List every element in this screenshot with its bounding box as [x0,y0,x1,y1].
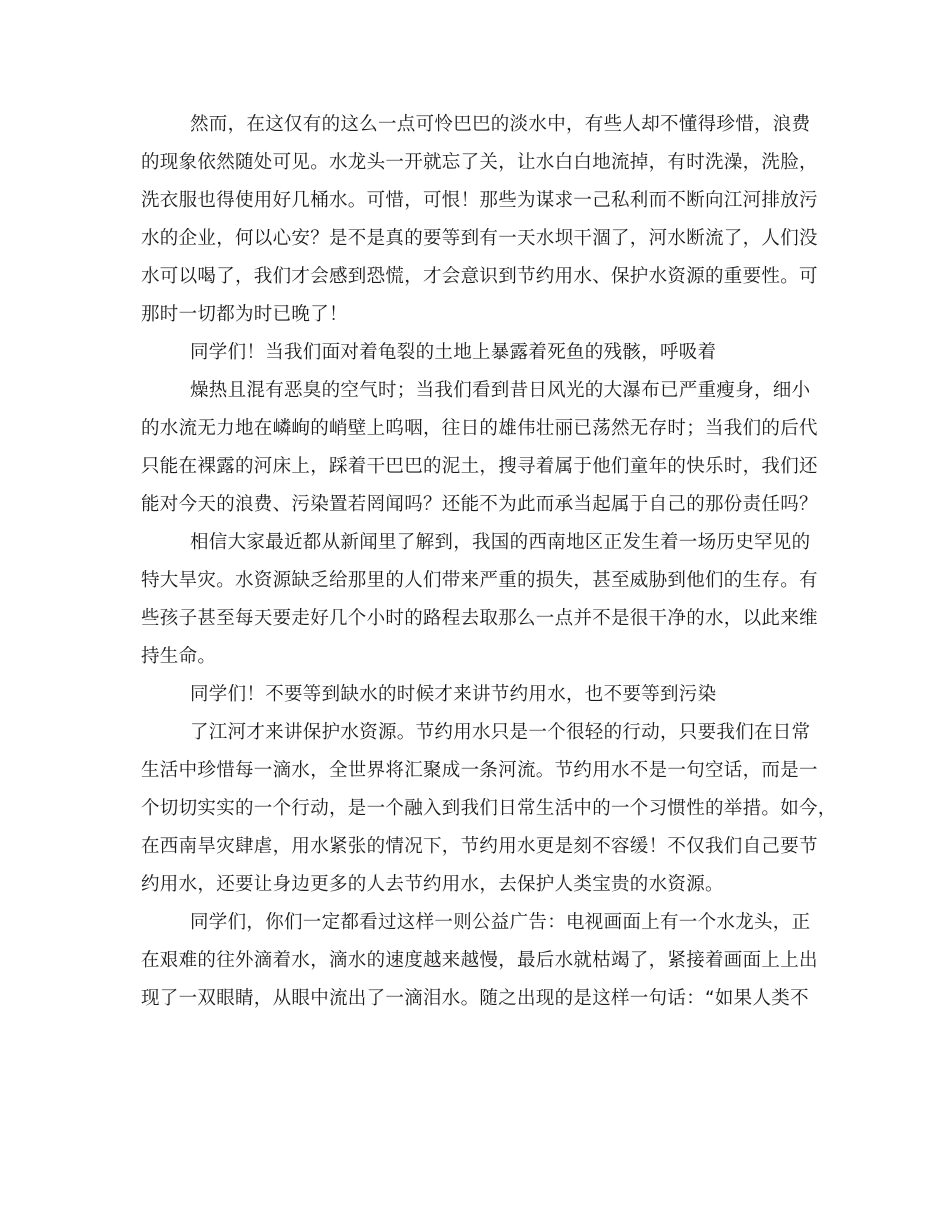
text-line: 了江河才来讲保护水资源。节约用水只是一个很轻的行动，只要我们在日常 [190,722,811,743]
text-line: 在西南旱灾肆虐，用水紧张的情况下，节约用水更是刻不容缓！不仅我们自己要节 [141,836,818,857]
text-line: 现了一双眼睛，从眼中流出了一滴泪水。随之出现的是这样一句话：“如果人类不 [141,988,809,1009]
text-line: 然而，在这仅有的这么一点可怜巴巴的淡水中，有些人却不懂得珍惜，浪费 [190,114,811,135]
text-line: 能对今天的浪费、污染置若罔闻吗？还能不为此而承当起属于自己的那份责任吗？ [141,494,818,515]
text-line: 相信大家最近都从新闻里了解到，我国的西南地区正发生着一场历史罕见的 [190,532,811,553]
text-line: 在艰难的往外滴着水，滴水的速度越来越慢，最后水就枯竭了，紧接着画面上上出 [141,950,818,971]
text-line: 生活中珍惜每一滴水，全世界将汇聚成一条河流。节约用水不是一句空话，而是一 [141,760,818,781]
text-line: 些孩子甚至每天要走好几个小时的路程去取那么一点并不是很干净的水，以此来维 [141,608,818,629]
text-line: 水可以喝了，我们才会感到恐慌，才会意识到节约用水、保护水资源的重要性。可 [141,266,818,287]
text-line: 那时一切都为时已晚了！ [141,304,348,325]
text-line: 洗衣服也得使用好几桶水。可惜，可恨！那些为谋求一己私利而不断向江河排放污 [141,190,818,211]
text-line: 同学们！当我们面对着龟裂的土地上暴露着死鱼的残骸，呼吸着 [190,342,717,363]
text-line: 同学们，你们一定都看过这样一则公益广告：电视画面上有一个水龙头，正 [190,912,811,933]
text-line: 特大旱灾。水资源缺乏给那里的人们带来严重的损失，甚至威胁到他们的生存。有 [141,570,818,591]
text-line: 水的企业，何以心安？是不是真的要等到有一天水坝干涸了，河水断流了，人们没 [141,228,818,249]
text-line: 持生命。 [141,646,217,667]
text-line: 的水流无力地在嶙峋的峭壁上呜咽，往日的雄伟壮丽已荡然无存时；当我们的后代 [141,418,818,439]
text-line: 的现象依然随处可见。水龙头一开就忘了关，让水白白地流掉，有时洗澡，洗脸， [141,152,818,173]
text-line: 燥热且混有恶臭的空气时；当我们看到昔日风光的大瀑布已严重瘦身，细小 [190,380,811,401]
text-line: 个切切实实的一个行动，是一个融入到我们日常生活中的一个习惯性的举措。如今， [141,798,837,819]
text-line: 约用水，还要让身边更多的人去节约用水，去保护人类宝贵的水资源。 [141,874,724,895]
text-line: 同学们！不要等到缺水的时候才来讲节约用水，也不要等到污染 [190,684,717,705]
text-line: 只能在裸露的河床上，踩着干巴巴的泥土，搜寻着属于他们童年的快乐时，我们还 [141,456,818,477]
